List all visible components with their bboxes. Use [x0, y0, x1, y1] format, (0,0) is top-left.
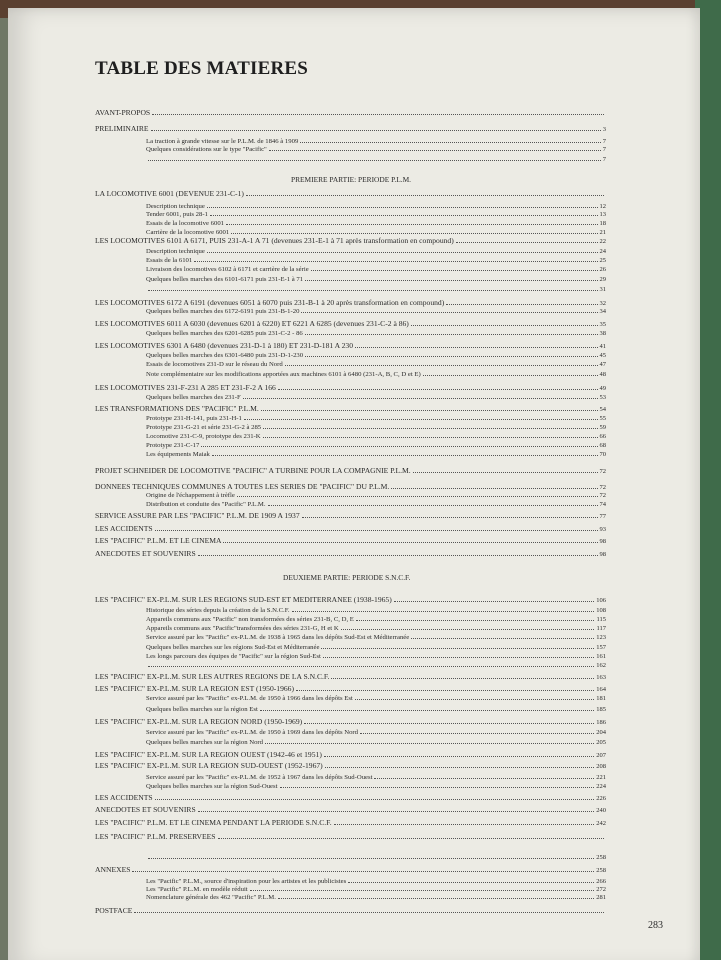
- toc-entry: [146, 737, 606, 748]
- toc-entry-page: 208: [596, 763, 606, 770]
- dot-leader: [231, 227, 597, 234]
- dot-leader: [321, 642, 594, 649]
- toc-entry-page: 34: [599, 308, 606, 315]
- toc-entry-title: Service assuré par les "Pacific" ex-P.L.M. de 1938 à 1965 dans les dépôts Sud-Est et Méditerranée: [146, 634, 410, 641]
- toc-entry-title: Quelques belles marches des 6101-6171 puis 231-E-1 à 71: [146, 276, 304, 283]
- toc-entry-title: AVANT-PROPOS: [95, 108, 151, 117]
- dot-leader: [413, 466, 598, 473]
- toc-entry-title: Quelques belles marches sur la région Sud-Ouest: [146, 783, 278, 790]
- dot-leader: [223, 536, 597, 543]
- dot-leader: [411, 319, 598, 326]
- toc-entry-title: LES TRANSFORMATIONS DES "PACIFIC" P.L.M.: [95, 404, 259, 413]
- dot-leader: [212, 449, 598, 456]
- toc-entry: [146, 449, 606, 460]
- toc-entry: [95, 832, 606, 842]
- toc-entry-title: LES "PACIFIC" P.L.M. ET LE CINEMA: [95, 536, 222, 545]
- toc-entry-page: 77: [599, 513, 606, 520]
- toc-entry-page: 72: [599, 492, 606, 499]
- toc-entry-page: 24: [599, 248, 606, 255]
- dot-leader: [155, 524, 598, 531]
- toc-entry: [95, 793, 606, 804]
- toc-entry-page: 66: [599, 433, 606, 440]
- toc-entry: [95, 466, 606, 477]
- part-heading: PREMIERE PARTIE: PERIODE P.L.M.: [291, 175, 412, 184]
- toc-entry-title: PRELIMINAIRE: [95, 124, 149, 133]
- toc-entry: [95, 672, 606, 683]
- toc-entry-title: ANECDOTES ET SOUVENIRS: [95, 805, 196, 814]
- toc-entry-title: LES "PACIFIC" EX-P.L.M. SUR LES AUTRES REGIONS DE LA S.N.C.F.: [95, 672, 330, 681]
- toc-entry-title: LES LOCOMOTIVES 231-F-231 A 285 ET 231-F-2 A 166: [95, 383, 276, 392]
- toc-entry-page: 161: [596, 653, 606, 660]
- toc-entry: [95, 549, 606, 560]
- toc-entry-title: LES ACCIDENTS: [95, 524, 153, 533]
- toc-entry-title: Carrière de la locomotive 6001: [146, 229, 230, 236]
- toc-entry: [146, 781, 606, 792]
- dot-leader: [278, 383, 598, 390]
- toc-entry-page: 240: [596, 807, 606, 814]
- toc-entry: [146, 704, 606, 715]
- toc-entry-title: LES "PACIFIC" P.L.M. ET LE CINEMA PENDANT LA PERIODE S.N.C.F.: [95, 818, 332, 827]
- toc-entry-page: 31: [599, 286, 606, 293]
- toc-entry-title: LES LOCOMOTIVES 6301 A 6480 (devenues 231-D-1 à 180) ET 231-D-181 A 230: [95, 341, 354, 350]
- toc-entry-title: Description technique: [146, 248, 205, 255]
- dot-leader: [244, 413, 598, 420]
- toc-entry-title: POSTFACE: [95, 906, 133, 915]
- toc-entry-page: 72: [599, 484, 606, 491]
- dot-leader: [285, 359, 598, 366]
- toc-entry-title: LES "PACIFIC" EX-P.L.M. SUR LA REGION NORD (1950-1969): [95, 717, 303, 726]
- toc-entry-page: 25: [599, 257, 606, 264]
- dot-leader: [355, 341, 597, 348]
- toc-entry-title: LA LOCOMOTIVE 6001 (DEVENUE 231-C-1): [95, 189, 244, 198]
- toc-entry-title: Essais de locomotives 231-D sur le réseau du Nord: [146, 361, 283, 368]
- dot-leader: [300, 136, 600, 143]
- dot-leader: [296, 684, 594, 691]
- toc-entry-page: 68: [599, 442, 606, 449]
- toc-entry-title: Livraison des locomotives 6102 à 6171 et carrière de la série: [146, 266, 309, 273]
- dot-leader: [311, 264, 598, 271]
- toc-entry-page: 13: [599, 211, 606, 218]
- dot-leader: [394, 595, 595, 602]
- toc-entry-title: Quelques belles marches des 231-F: [146, 394, 241, 401]
- dot-leader: [292, 605, 595, 612]
- dot-leader: [302, 511, 598, 518]
- toc-entry-page: 32: [599, 300, 606, 307]
- toc-entry-page: 181: [596, 695, 606, 702]
- toc-entry-page: 185: [596, 706, 606, 713]
- toc-entry-title: Description technique: [146, 203, 205, 210]
- toc-entry: [146, 154, 606, 165]
- toc-entry: [95, 818, 606, 829]
- dot-leader: [151, 124, 601, 131]
- dot-leader: [198, 549, 598, 556]
- dot-leader: [278, 892, 594, 899]
- toc-entry-title: LES "PACIFIC" EX-P.L.M. SUR LES REGIONS SUD-EST ET MEDITERRANEE (1938-1965): [95, 595, 392, 604]
- dot-leader: [269, 144, 601, 151]
- toc-entry-title: ANECDOTES ET SOUVENIRS: [95, 549, 196, 558]
- toc-entry-page: 258: [596, 867, 606, 874]
- toc-entry: [146, 284, 606, 295]
- page-number: 283: [648, 920, 663, 931]
- toc-entry-title: Quelques belles marches sur les régions Sud-Est et Méditerranée: [146, 644, 320, 651]
- toc-entry-page: 108: [596, 607, 606, 614]
- dot-leader: [263, 431, 598, 438]
- dot-leader: [305, 350, 597, 357]
- toc-entry-page: 35: [599, 321, 606, 328]
- toc-entry-page: 98: [599, 538, 606, 545]
- dot-leader: [331, 672, 594, 679]
- toc-entry-title: Locomotive 231-C-9, prototype des 231-K: [146, 433, 261, 440]
- dot-leader: [355, 693, 594, 700]
- toc-entry-title: Les "Pacific" P.L.M., source d'inspiration pour les artistes et les publicistes: [146, 878, 347, 885]
- part-heading: DEUXIEME PARTIE: PERIODE S.N.C.F.: [283, 573, 411, 582]
- dot-leader: [132, 865, 594, 872]
- toc-entry-title: Service assuré par les "Pacific" ex-P.L.M. de 1950 à 1966 dans les dépôts Est: [146, 695, 353, 702]
- toc-entry-title: Quelques belles marches sur la région Est: [146, 706, 258, 713]
- toc-entry-title: Les "Pacific" P.L.M. en modèle réduit: [146, 886, 248, 893]
- toc-entry-page: 72: [599, 468, 606, 475]
- toc-entry-page: 123: [596, 634, 606, 641]
- toc-entry: [95, 524, 606, 535]
- toc-entry-page: 162: [596, 662, 606, 669]
- toc-entry-title: LES LOCOMOTIVES 6011 A 6030 (devenues 6201 à 6220) ET 6221 A 6285 (devenues 231-C-2 à 86): [95, 319, 409, 328]
- page-title: TABLE DES MATIERES: [95, 58, 309, 79]
- dot-leader: [423, 369, 598, 376]
- dot-leader: [265, 737, 594, 744]
- toc-entry-page: 207: [596, 752, 606, 759]
- toc-entry-page: 45: [599, 352, 606, 359]
- toc-entry-title: Prototype 231-H-141, puis 231-H-1: [146, 415, 242, 422]
- toc-entry-page: 55: [599, 415, 606, 422]
- toc-entry: [95, 750, 606, 761]
- dot-leader: [243, 392, 598, 399]
- toc-entry-title: Tender 6001, puis 28-1: [146, 211, 208, 218]
- dot-leader: [134, 906, 604, 913]
- dot-leader: [148, 660, 594, 667]
- toc-entry-title: Prototype 231-C-17: [146, 442, 200, 449]
- toc-entry-title: LES LOCOMOTIVES 6172 A 6191 (devenues 6051 à 6070 puis 231-B-1 à 20 après transformation en compound): [95, 298, 445, 307]
- dot-leader: [148, 284, 598, 291]
- toc-entry-page: 18: [599, 220, 606, 227]
- toc-entry-page: 106: [596, 597, 606, 604]
- dot-leader: [210, 209, 598, 216]
- book-page: [8, 8, 700, 960]
- toc-entry-page: 221: [596, 774, 606, 781]
- toc-entry-title: Quelques belles marches des 6301-6480 puis 231-D-1-230: [146, 352, 304, 359]
- toc-entry-page: 281: [596, 894, 606, 901]
- toc-entry-title: Appareils communs aux "Pacific" non transformées des séries 231-B, C, D, E: [146, 616, 354, 623]
- dot-leader: [237, 490, 598, 497]
- toc-entry-page: 186: [596, 719, 606, 726]
- toc-entry-title: LES ACCIDENTS: [95, 793, 153, 802]
- toc-entry-title: Les longs parcours des équipes de "Pacific" sur la région Sud-Est: [146, 653, 321, 660]
- toc-entry-page: 7: [602, 146, 606, 153]
- toc-entry-page: 70: [599, 451, 606, 458]
- toc-entry-page: 54: [599, 406, 606, 413]
- dot-leader: [261, 404, 598, 411]
- dot-leader: [304, 717, 594, 724]
- toc-entry-page: 272: [596, 886, 606, 893]
- toc-entry: [95, 108, 606, 118]
- toc-entry-title: Les équipements Maiak: [146, 451, 210, 458]
- dot-leader: [325, 761, 595, 768]
- toc-entry-page: 26: [599, 266, 606, 273]
- toc-entry-title: LES "PACIFIC" EX-P.L.M. SUR LA REGION SUD-OUEST (1952-1967): [95, 761, 323, 770]
- toc-entry-title: LES "PACIFIC" P.L.M. PRESERVEES: [95, 832, 216, 841]
- dot-leader: [323, 651, 594, 658]
- toc-entry: [146, 499, 606, 510]
- toc-entry-page: 163: [596, 674, 606, 681]
- dot-leader: [201, 440, 597, 447]
- toc-entry: [146, 660, 606, 671]
- toc-entry: [95, 536, 606, 547]
- toc-entry-title: PROJET SCHNEIDER DE LOCOMOTIVE "PACIFIC" A TURBINE POUR LA COMPAGNIE P.L.M.: [95, 466, 411, 475]
- dot-leader: [218, 832, 604, 839]
- toc-entry-page: 7: [602, 138, 606, 145]
- toc-entry-page: 7: [602, 156, 606, 163]
- dot-leader: [155, 793, 595, 800]
- dot-leader: [411, 632, 594, 639]
- toc-entry-title: Historique des séries depuis la création de la S.N.C.F.: [146, 607, 290, 614]
- toc-entry-title: Distribution et conduite des "Pacific" P.L.M.: [146, 501, 266, 508]
- toc-entry: [146, 693, 606, 704]
- toc-entry-page: 205: [596, 739, 606, 746]
- dot-leader: [301, 306, 597, 313]
- dot-leader: [260, 704, 594, 711]
- dot-leader: [356, 614, 595, 621]
- toc-entry: [95, 805, 606, 816]
- toc-entry-page: 117: [596, 625, 606, 632]
- toc-entry-page: 29: [599, 276, 606, 283]
- toc-entry-page: 59: [599, 424, 606, 431]
- toc-entry-page: 115: [596, 616, 606, 623]
- dot-leader: [446, 298, 597, 305]
- toc-entry-page: 38: [599, 330, 606, 337]
- toc-entry-title: La traction à grande vitesse sur le P.L.M. de 1846 à 1909: [146, 138, 299, 145]
- toc-entry-title: Prototype 231-G-21 et série 231-G-2 à 285: [146, 424, 262, 431]
- dot-leader: [250, 884, 595, 891]
- dot-leader: [226, 218, 597, 225]
- dot-leader: [207, 246, 598, 253]
- toc-entry-title: Note complémentaire sur les modifications apportées aux machines 6101 à 6480 (231-A, B, C, D et E): [146, 371, 421, 378]
- toc-entry: [146, 852, 606, 863]
- toc-entry-page: 226: [596, 795, 606, 802]
- toc-entry-title: Quelques belles marches sur la région Nord: [146, 739, 263, 746]
- toc-entry-page: 3: [602, 126, 606, 133]
- dot-leader: [456, 236, 598, 243]
- toc-entry-title: LES LOCOMOTIVES 6101 A 6171, PUIS 231-A-1 A 71 (devenues 231-E-1 à 71 après transformation en compound): [95, 236, 454, 245]
- toc-entry-page: 242: [596, 820, 606, 827]
- toc-entry-page: 93: [599, 526, 606, 533]
- toc-entry-page: 164: [596, 686, 606, 693]
- dot-leader: [341, 623, 595, 630]
- dot-leader: [348, 876, 594, 883]
- toc-entry-page: 21: [599, 229, 606, 236]
- toc-entry-title: Nomenclature générale des 462 "Pacific" P.L.M.: [146, 894, 276, 901]
- dot-leader: [152, 108, 604, 115]
- dot-leader: [263, 422, 597, 429]
- toc-entry-title: Origine de l'échappement à trèfle: [146, 492, 235, 499]
- toc-entry-title: Quelques belles marches des 6201-6285 puis 231-C-2 - 86: [146, 330, 303, 337]
- dot-leader: [374, 772, 594, 779]
- toc-entry-title: SERVICE ASSURE PAR LES "PACIFIC" P.L.M. DE 1909 A 1937: [95, 511, 300, 520]
- toc-entry: [95, 189, 606, 199]
- toc-entry-title: Quelques belles marches des 6172-6191 puis 231-B-1-20: [146, 308, 300, 315]
- toc-entry-title: Service assuré par les "Pacific" ex-P.L.M. de 1950 à 1969 dans les dépôts Nord: [146, 729, 358, 736]
- dot-leader: [334, 818, 595, 825]
- dot-leader: [305, 328, 598, 335]
- dot-leader: [324, 750, 594, 757]
- toc-entry-title: DONNEES TECHNIQUES COMMUNES A TOUTES LES SERIES DE "PACIFIC" DU P.L.M.: [95, 482, 390, 491]
- dot-leader: [194, 255, 597, 262]
- toc-entry: [95, 906, 606, 916]
- dot-leader: [268, 499, 598, 506]
- toc-entry-title: ANNEXES: [95, 865, 131, 874]
- toc-entry-page: 204: [596, 729, 606, 736]
- toc-entry: [146, 392, 606, 403]
- dot-leader: [305, 274, 597, 281]
- dot-leader: [198, 805, 595, 812]
- toc-entry-page: 53: [599, 394, 606, 401]
- dot-leader: [246, 189, 604, 196]
- dot-leader: [207, 201, 598, 208]
- toc-entry-title: Appareils communs aux "Pacific"transformées des séries 231-G, H et K: [146, 625, 339, 632]
- toc-entry: [95, 511, 606, 522]
- toc-entry-title: Essais de la 6101: [146, 257, 193, 264]
- toc-entry-title: Quelques considérations sur le type "Pacific": [146, 146, 267, 153]
- toc-entry: [146, 892, 606, 903]
- toc-entry-page: 224: [596, 783, 606, 790]
- toc-entry: [146, 369, 606, 380]
- toc-entry: [146, 306, 606, 317]
- toc-entry-title: LES "PACIFIC" EX-P.L.M. SUR LA REGION OUEST (1942-46 et 1951): [95, 750, 322, 759]
- toc-entry: [95, 865, 606, 876]
- dot-leader: [280, 781, 595, 788]
- toc-entry-page: 49: [599, 385, 606, 392]
- toc-entry: [95, 761, 606, 772]
- toc-entry-page: 74: [599, 501, 606, 508]
- toc-entry-title: LES "PACIFIC" EX-P.L.M. SUR LA REGION EST (1950-1966): [95, 684, 295, 693]
- toc-entry-page: 22: [599, 238, 606, 245]
- dot-leader: [148, 852, 594, 859]
- dot-leader: [360, 727, 594, 734]
- toc-entry-page: 98: [599, 551, 606, 558]
- toc-entry: [146, 328, 606, 339]
- toc-entry-page: 47: [599, 361, 606, 368]
- toc-entry-page: 41: [599, 343, 606, 350]
- toc-entry-page: 12: [599, 203, 606, 210]
- toc-entry-page: 266: [596, 878, 606, 885]
- toc-entry-page: 48: [599, 371, 606, 378]
- toc-entry-title: Service assuré par les "Pacific" ex-P.L.M. de 1952 à 1967 dans les dépôts Sud-Ouest: [146, 774, 373, 781]
- toc-entry-page: 157: [596, 644, 606, 651]
- dot-leader: [391, 482, 597, 489]
- toc-entry: [95, 124, 606, 135]
- dot-leader: [148, 154, 601, 161]
- toc-entry-page: 258: [596, 854, 606, 861]
- toc-entry-title: Essais de la locomotive 6001: [146, 220, 225, 227]
- table-of-contents: [8, 8, 700, 960]
